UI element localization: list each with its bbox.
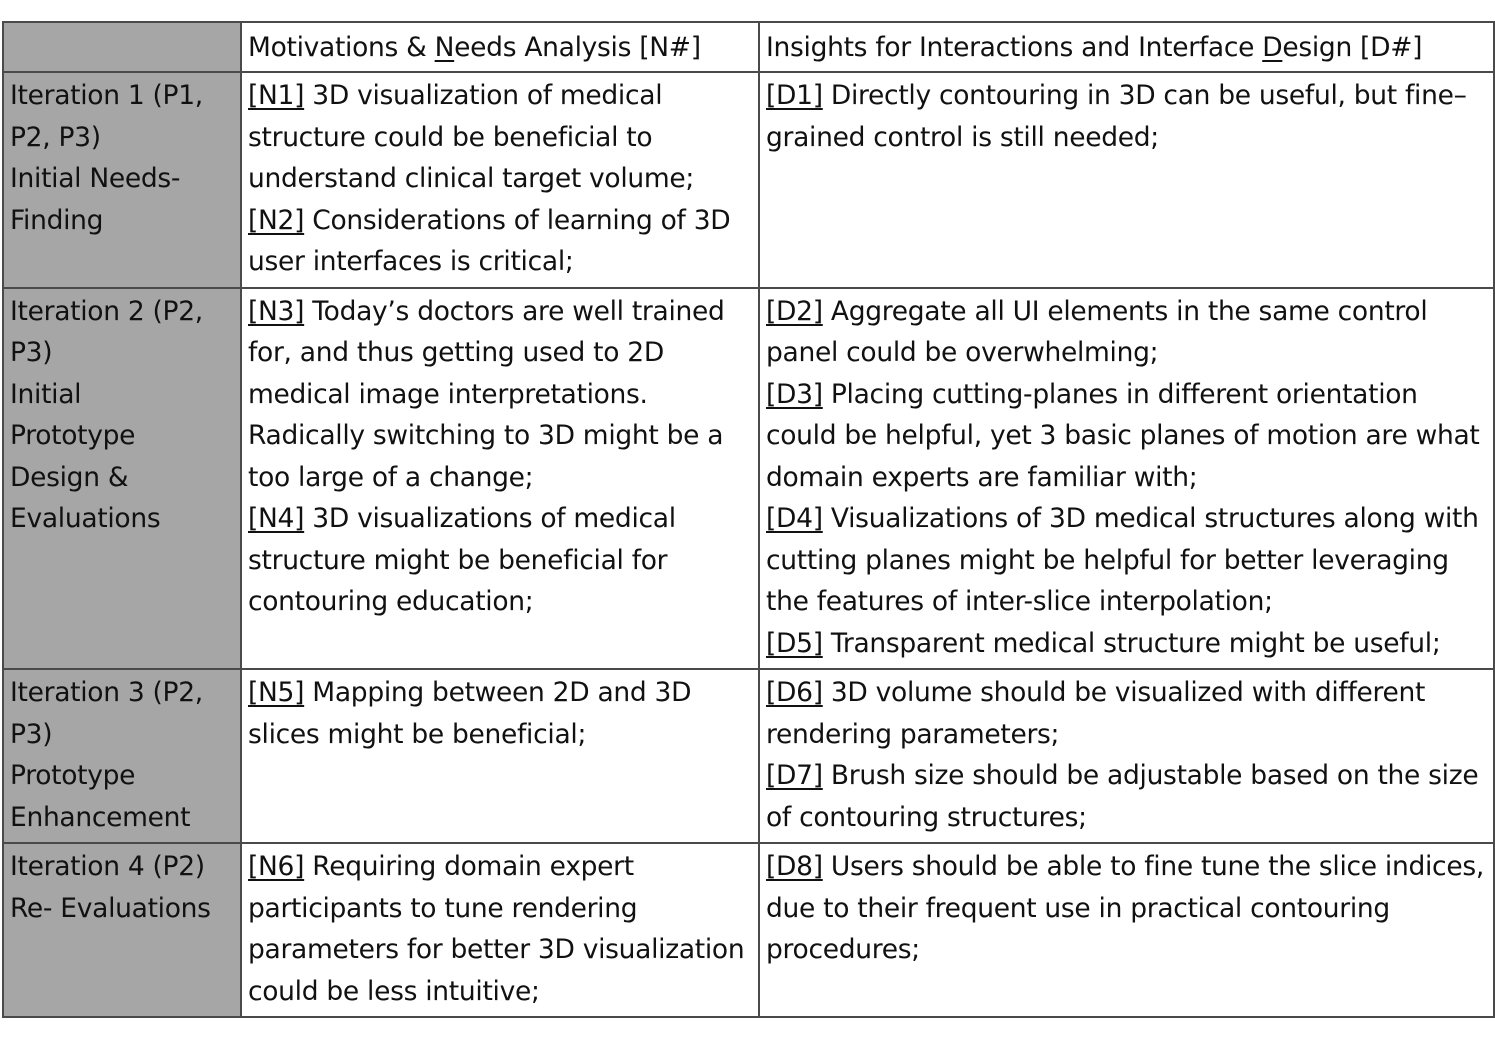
header-cell-design bbox=[759, 22, 1494, 72]
design-text: Aggregate all UI elements in the same control panel could be overwhelming; bbox=[766, 295, 1428, 368]
header-design-pre: Insights for Interactions and Interface bbox=[766, 32, 1263, 63]
design-entry bbox=[766, 379, 1479, 493]
needs-ref: [N6] bbox=[248, 851, 305, 882]
stub-line: Iteration 2 (P2, bbox=[10, 295, 203, 327]
header-row bbox=[3, 22, 1494, 72]
stub-line: Prototype bbox=[10, 760, 136, 791]
iteration-stub-cell bbox=[3, 843, 241, 1017]
design-cell bbox=[759, 843, 1494, 1017]
design-ref: [D5] bbox=[766, 627, 823, 659]
header-design-underlined: D bbox=[1262, 32, 1283, 63]
design-text: Transparent medical structure might be useful; bbox=[822, 627, 1441, 659]
design-text: Directly contouring in 3D can be useful, but fine–grained control is still needed; bbox=[766, 80, 1467, 153]
needs-entry bbox=[248, 503, 676, 617]
iteration-table-wrapper bbox=[2, 21, 1493, 1018]
header-cell-empty bbox=[3, 22, 241, 72]
design-ref: [D3] bbox=[766, 378, 823, 410]
needs-ref: [N1] bbox=[248, 80, 305, 111]
needs-text: Mapping between 2D and 3D slices might be beneficial; bbox=[248, 677, 692, 750]
design-ref: [D4] bbox=[766, 503, 823, 534]
header-design-post: esign [D#] bbox=[1282, 32, 1423, 63]
design-ref: [D7] bbox=[766, 760, 823, 791]
needs-text: Considerations of learning of 3D user interfaces is critical; bbox=[248, 204, 731, 277]
iteration-summary-table bbox=[2, 21, 1495, 1018]
needs-text: 3D visualizations of medical structure might be beneficial for contouring education; bbox=[248, 503, 676, 617]
needs-ref: [N2] bbox=[248, 204, 305, 236]
design-entry bbox=[766, 503, 1479, 617]
design-entry bbox=[766, 628, 1440, 659]
needs-entry bbox=[248, 205, 730, 278]
stub-line: Evaluations bbox=[10, 503, 161, 534]
design-text: Users should be able to fine tune the slice indices, due to their frequent use in practical contouring procedures; bbox=[766, 851, 1484, 965]
stub-line: Initial bbox=[10, 378, 82, 410]
table-row bbox=[3, 288, 1494, 670]
needs-ref: [N4] bbox=[248, 503, 305, 534]
needs-text: Requiring domain expert participants to tune rendering parameters for better 3D visualization could be less intuitive; bbox=[248, 851, 745, 1007]
needs-entry bbox=[248, 851, 744, 1007]
design-cell bbox=[759, 669, 1494, 843]
stub-line: P3) bbox=[10, 718, 53, 750]
stub-line: Enhancement bbox=[10, 801, 191, 833]
design-ref: [D8] bbox=[766, 851, 823, 882]
design-cell bbox=[759, 72, 1494, 288]
needs-text: 3D visualization of medical structure could be beneficial to understand clinical target volume; bbox=[248, 80, 695, 194]
stub-line: P2, P3) bbox=[10, 121, 101, 153]
stub-line: Re- Evaluations bbox=[10, 892, 211, 924]
needs-entry bbox=[248, 80, 694, 194]
design-ref: [D2] bbox=[766, 295, 823, 327]
design-text: Brush size should be adjustable based on the size of contouring structures; bbox=[766, 760, 1479, 833]
design-entry bbox=[766, 677, 1425, 750]
design-text: Visualizations of 3D medical structures along with cutting planes might be helpful for better leveraging the features of inter-slice interpolation; bbox=[766, 503, 1479, 617]
stub-line: P3) bbox=[10, 337, 53, 368]
design-ref: [D6] bbox=[766, 677, 823, 708]
stub-line: Iteration 3 (P2, bbox=[10, 677, 203, 708]
iteration-stub-cell bbox=[3, 288, 241, 670]
stub-line: Finding bbox=[10, 204, 104, 236]
header-needs-pre: Motivations & bbox=[248, 32, 435, 63]
iteration-stub-cell bbox=[3, 72, 241, 288]
needs-cell bbox=[241, 843, 759, 1017]
stub-line: Iteration 4 (P2) bbox=[10, 851, 205, 882]
design-ref: [D1] bbox=[766, 80, 823, 111]
stub-line: Prototype bbox=[10, 420, 136, 451]
header-needs-post: eeds Analysis [N#] bbox=[454, 32, 701, 63]
stub-line: Initial Needs- bbox=[10, 163, 181, 194]
design-entry bbox=[766, 851, 1484, 965]
design-text: 3D volume should be visualized with different rendering parameters; bbox=[766, 677, 1426, 750]
needs-ref: [N5] bbox=[248, 677, 305, 708]
table-row bbox=[3, 843, 1494, 1017]
design-text: Placing cutting-planes in different orientation could be helpful, yet 3 basic planes of motion are what domain experts are familiar with; bbox=[766, 378, 1480, 493]
header-cell-needs bbox=[241, 22, 759, 72]
stub-line: Iteration 1 (P1, bbox=[10, 80, 203, 111]
design-entry bbox=[766, 760, 1478, 833]
needs-text: Today’s doctors are well trained for, and thus getting used to 2D medical image interpretations. Radically switching to 3D might be a too large of a change; bbox=[248, 295, 725, 493]
table-row bbox=[3, 669, 1494, 843]
needs-entry bbox=[248, 296, 725, 493]
needs-ref: [N3] bbox=[248, 295, 305, 327]
needs-cell bbox=[241, 72, 759, 288]
needs-cell bbox=[241, 288, 759, 670]
needs-cell bbox=[241, 669, 759, 843]
table-row bbox=[3, 72, 1494, 288]
design-entry bbox=[766, 296, 1427, 369]
design-entry bbox=[766, 80, 1467, 153]
design-cell bbox=[759, 288, 1494, 670]
needs-entry bbox=[248, 677, 691, 750]
header-needs-underlined: N bbox=[434, 32, 455, 63]
iteration-stub-cell bbox=[3, 669, 241, 843]
stub-line: Design & bbox=[10, 461, 129, 493]
